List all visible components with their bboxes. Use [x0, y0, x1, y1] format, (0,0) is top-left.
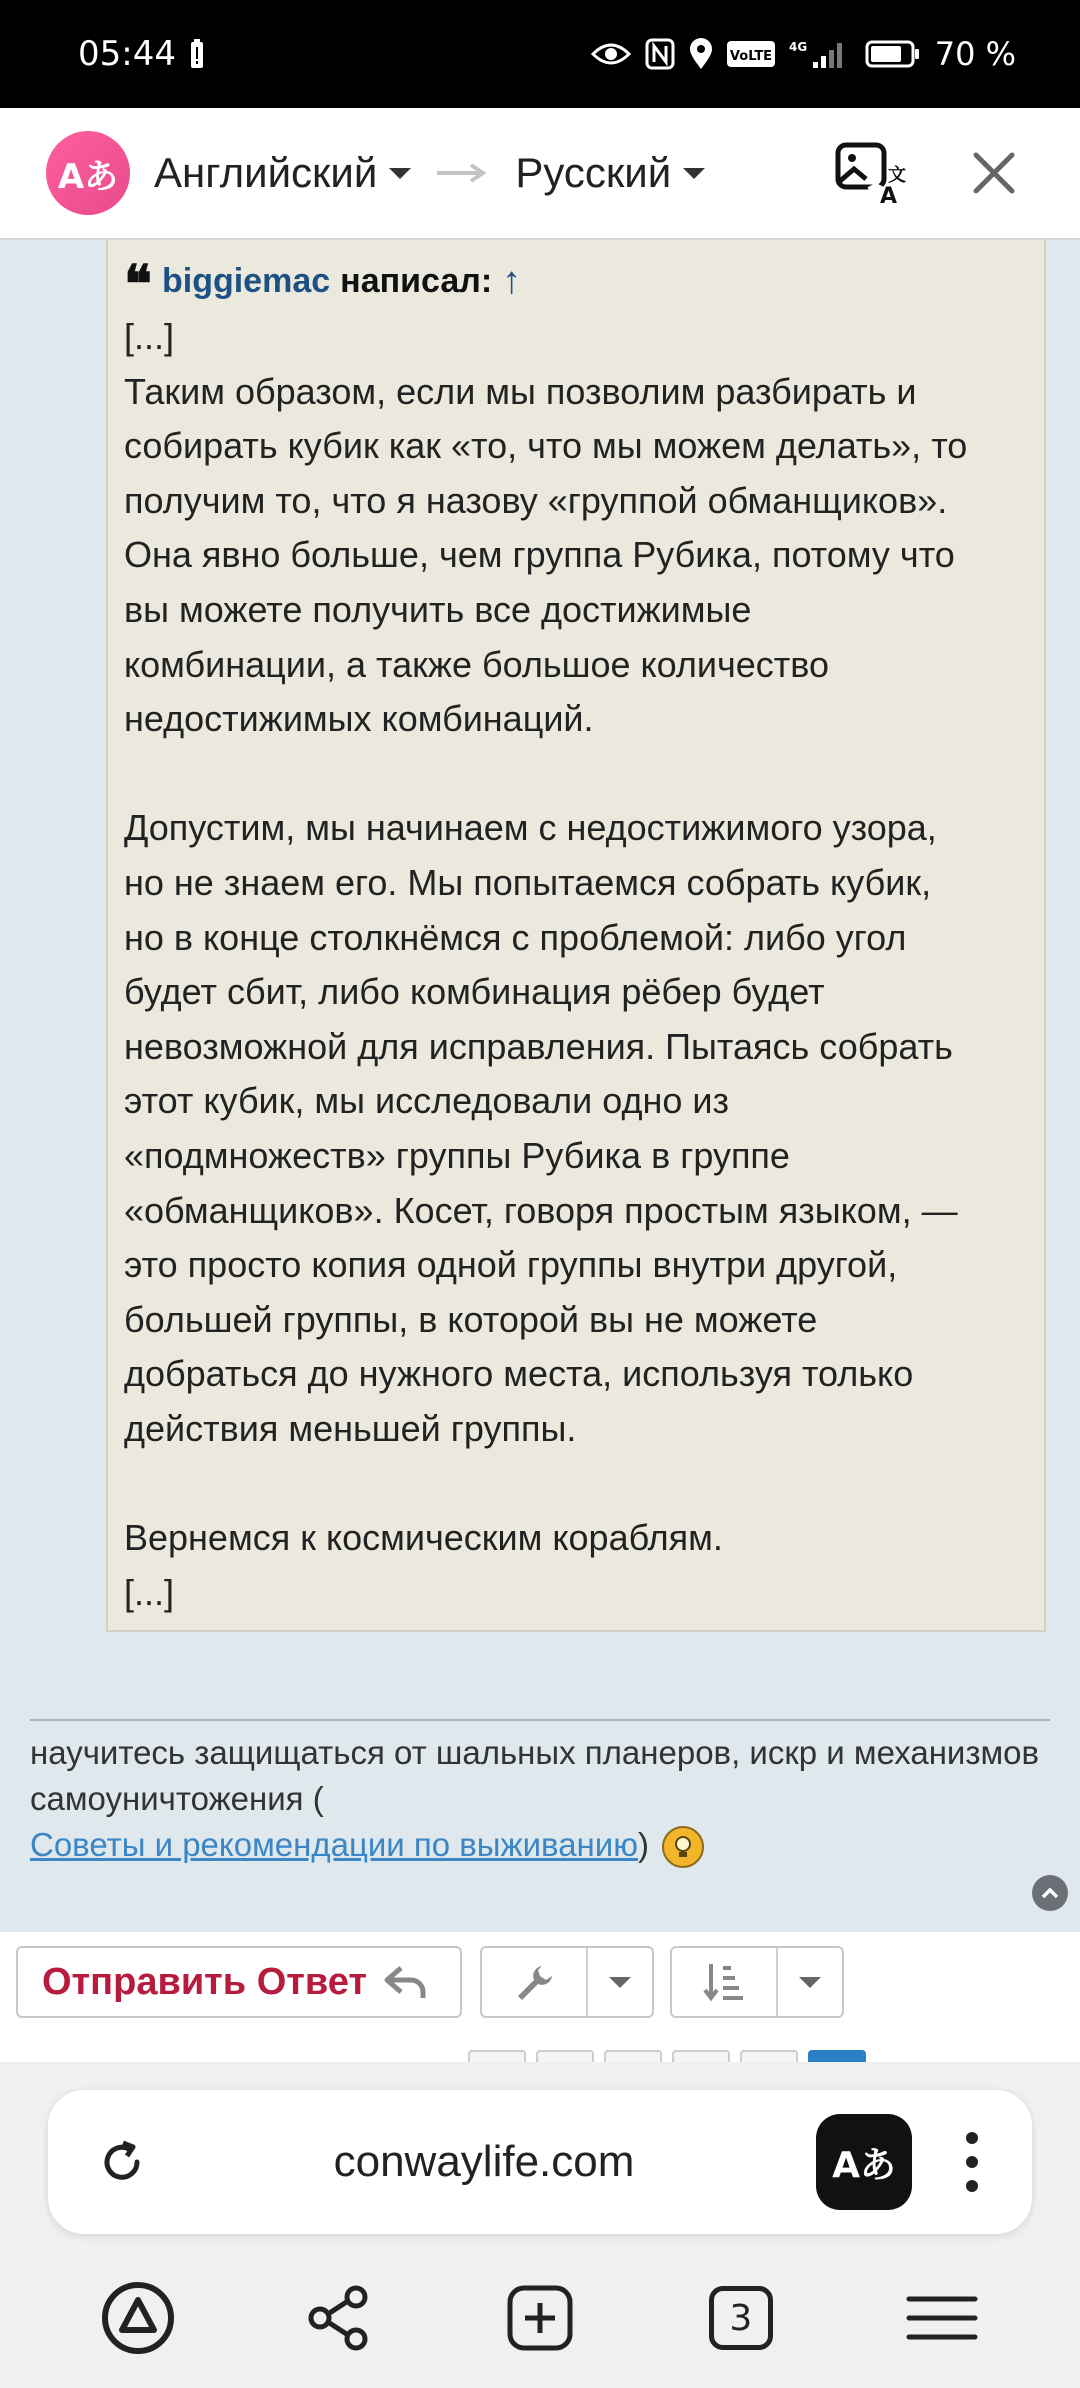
chevron-down-icon: [683, 168, 705, 179]
chevron-down-icon: [389, 168, 411, 179]
quote-line: невозможной для исправления. Пытаясь собрать: [124, 1025, 953, 1067]
reply-icon: [383, 1964, 427, 2000]
source-language-label: Английский: [154, 149, 378, 196]
nfc-icon: [645, 38, 675, 70]
quote-line: вы можете получить все достижимые: [124, 588, 752, 630]
pagination-button[interactable]: [468, 2050, 526, 2062]
image-translate-icon: [834, 141, 906, 209]
svg-text:A: A: [880, 184, 898, 209]
alice-button[interactable]: [88, 2270, 188, 2366]
pagination-current[interactable]: [808, 2050, 866, 2062]
wrench-icon: [482, 1948, 588, 2016]
tabs-button[interactable]: [691, 2270, 791, 2366]
status-time: 05:44: [78, 34, 176, 74]
quote-text: [124, 310, 1026, 1620]
scroll-to-top-button[interactable]: [1032, 1875, 1068, 1911]
quote-line: получим то, что я назову «группой обманщиков».: [124, 479, 948, 521]
reply-button[interactable]: [16, 1946, 462, 2018]
quote-mark-icon: ❝: [124, 254, 152, 315]
more-options-button[interactable]: [952, 2132, 992, 2192]
share-button[interactable]: [289, 2270, 389, 2366]
address-bar[interactable]: [48, 2090, 1032, 2234]
close-icon: [972, 151, 1016, 195]
url-text[interactable]: conwaylife.com: [333, 2137, 635, 2186]
quote-line: «обманщиков». Косет, говоря простым языком, —: [124, 1189, 958, 1231]
quote-line: комбинации, а также большое количество: [124, 643, 830, 685]
quote-line: но не знаем его. Мы попытаемся собрать кубик,: [124, 861, 932, 903]
volte-icon: [727, 39, 775, 69]
quote-author-link[interactable]: biggiemac: [161, 261, 331, 300]
quote-header: [124, 252, 1026, 315]
quote-line: этот кубик, мы исследовали одно из: [124, 1080, 730, 1122]
pagination-button[interactable]: [740, 2050, 798, 2062]
more-dot: [966, 2156, 978, 2168]
menu-button[interactable]: [892, 2270, 992, 2366]
translate-page-button[interactable]: Aあ: [816, 2114, 912, 2210]
quote-line: недостижимых комбинаций.: [124, 698, 594, 740]
source-language-select[interactable]: [154, 149, 411, 197]
signal-label: 4G: [788, 40, 807, 54]
signal-icon: [789, 38, 851, 70]
reply-button-label: Отправить Ответ: [42, 1960, 367, 2003]
more-dot: [966, 2180, 978, 2192]
battery-saver-icon: [190, 39, 204, 69]
lightbulb-icon: [662, 1826, 704, 1868]
quote-line: Допустим, мы начинаем с недостижимого узора,: [124, 807, 937, 849]
new-tab-icon: [505, 2283, 575, 2353]
target-language-select[interactable]: [515, 149, 705, 197]
tools-button[interactable]: [480, 1946, 654, 2018]
translate-bar: [0, 108, 1080, 240]
close-button[interactable]: [954, 133, 1034, 213]
image-translate-button[interactable]: [828, 133, 908, 213]
quote-line: Таким образом, если мы позволим разбирать и: [124, 370, 917, 412]
location-icon: [689, 38, 713, 70]
post-content: [0, 240, 1080, 1932]
reload-button[interactable]: [92, 2132, 152, 2192]
translate-logo-icon: Aあ: [46, 131, 130, 215]
chevron-up-icon: [1040, 1886, 1060, 1900]
pagination-button[interactable]: [604, 2050, 662, 2062]
quote-line: [...]: [124, 1571, 175, 1613]
tab-count: 3: [709, 2286, 773, 2350]
more-dot: [966, 2132, 978, 2144]
quote-line: «подмножеств» группы Рубика в группе: [124, 1134, 790, 1176]
alice-icon: [100, 2280, 176, 2356]
quote-line: Она явно больше, чем группа Рубика, потому что: [124, 534, 955, 576]
quote-line: [...]: [124, 316, 175, 357]
browser-toolbar: [0, 2062, 1080, 2388]
target-language-label: Русский: [515, 149, 672, 196]
quote-line: Вернемся к космическим кораблям.: [124, 1517, 723, 1559]
sort-icon: [672, 1948, 778, 2016]
jump-to-post-link[interactable]: ↑: [502, 259, 522, 302]
quote-said-label: написал:: [340, 261, 493, 300]
signature: [30, 1730, 1050, 1868]
quote-line: собирать кубик как «то, что мы можем делать», то: [124, 425, 968, 467]
new-tab-button[interactable]: [490, 2270, 590, 2366]
quote-line: но в конце столкнёмся с проблемой: либо угол: [124, 916, 907, 958]
quote-line: будет сбит, либо комбинация рёбер будет: [124, 971, 825, 1013]
arrow-right-icon: [435, 162, 491, 184]
pagination-button[interactable]: [536, 2050, 594, 2062]
battery-percent: 70 %: [934, 35, 1016, 73]
quote-line: большей группы, в которой вы не можете: [124, 1298, 818, 1340]
quote-block: [106, 240, 1046, 1632]
paragraph-break: [124, 1456, 1026, 1511]
paragraph-break: [124, 747, 1026, 802]
signature-close-paren: ): [637, 1826, 649, 1863]
signature-divider: [30, 1719, 1050, 1721]
menu-icon: [907, 2293, 977, 2343]
battery-icon: [865, 39, 921, 69]
quote-line: добраться до нужного места, используя только: [124, 1353, 914, 1395]
chevron-down-icon: [609, 1977, 631, 1988]
eye-icon: [591, 40, 631, 68]
quote-line: действия меньшей группы.: [124, 1407, 577, 1449]
svg-text:文: 文: [888, 165, 906, 186]
post-actions: [0, 1932, 1080, 2062]
status-bar: [0, 0, 1080, 108]
reload-icon: [97, 2137, 147, 2187]
survival-tips-link[interactable]: Советы и рекомендации по выживанию: [30, 1826, 638, 1863]
volte-label: VoLTE: [729, 49, 772, 64]
sort-button[interactable]: [670, 1946, 844, 2018]
pagination-button[interactable]: [672, 2050, 730, 2062]
bottom-navigation: [0, 2270, 1080, 2366]
tools-dropdown[interactable]: [588, 1977, 652, 1988]
share-icon: [304, 2283, 374, 2353]
signature-text: научитесь защищаться от шальных планеров, искр и механизмов самоуничтожения (: [30, 1734, 1040, 1817]
chevron-down-icon: [799, 1977, 821, 1988]
sort-dropdown[interactable]: [778, 1977, 842, 1988]
quote-line: это просто копия одной группы внутри другой,: [124, 1244, 898, 1286]
